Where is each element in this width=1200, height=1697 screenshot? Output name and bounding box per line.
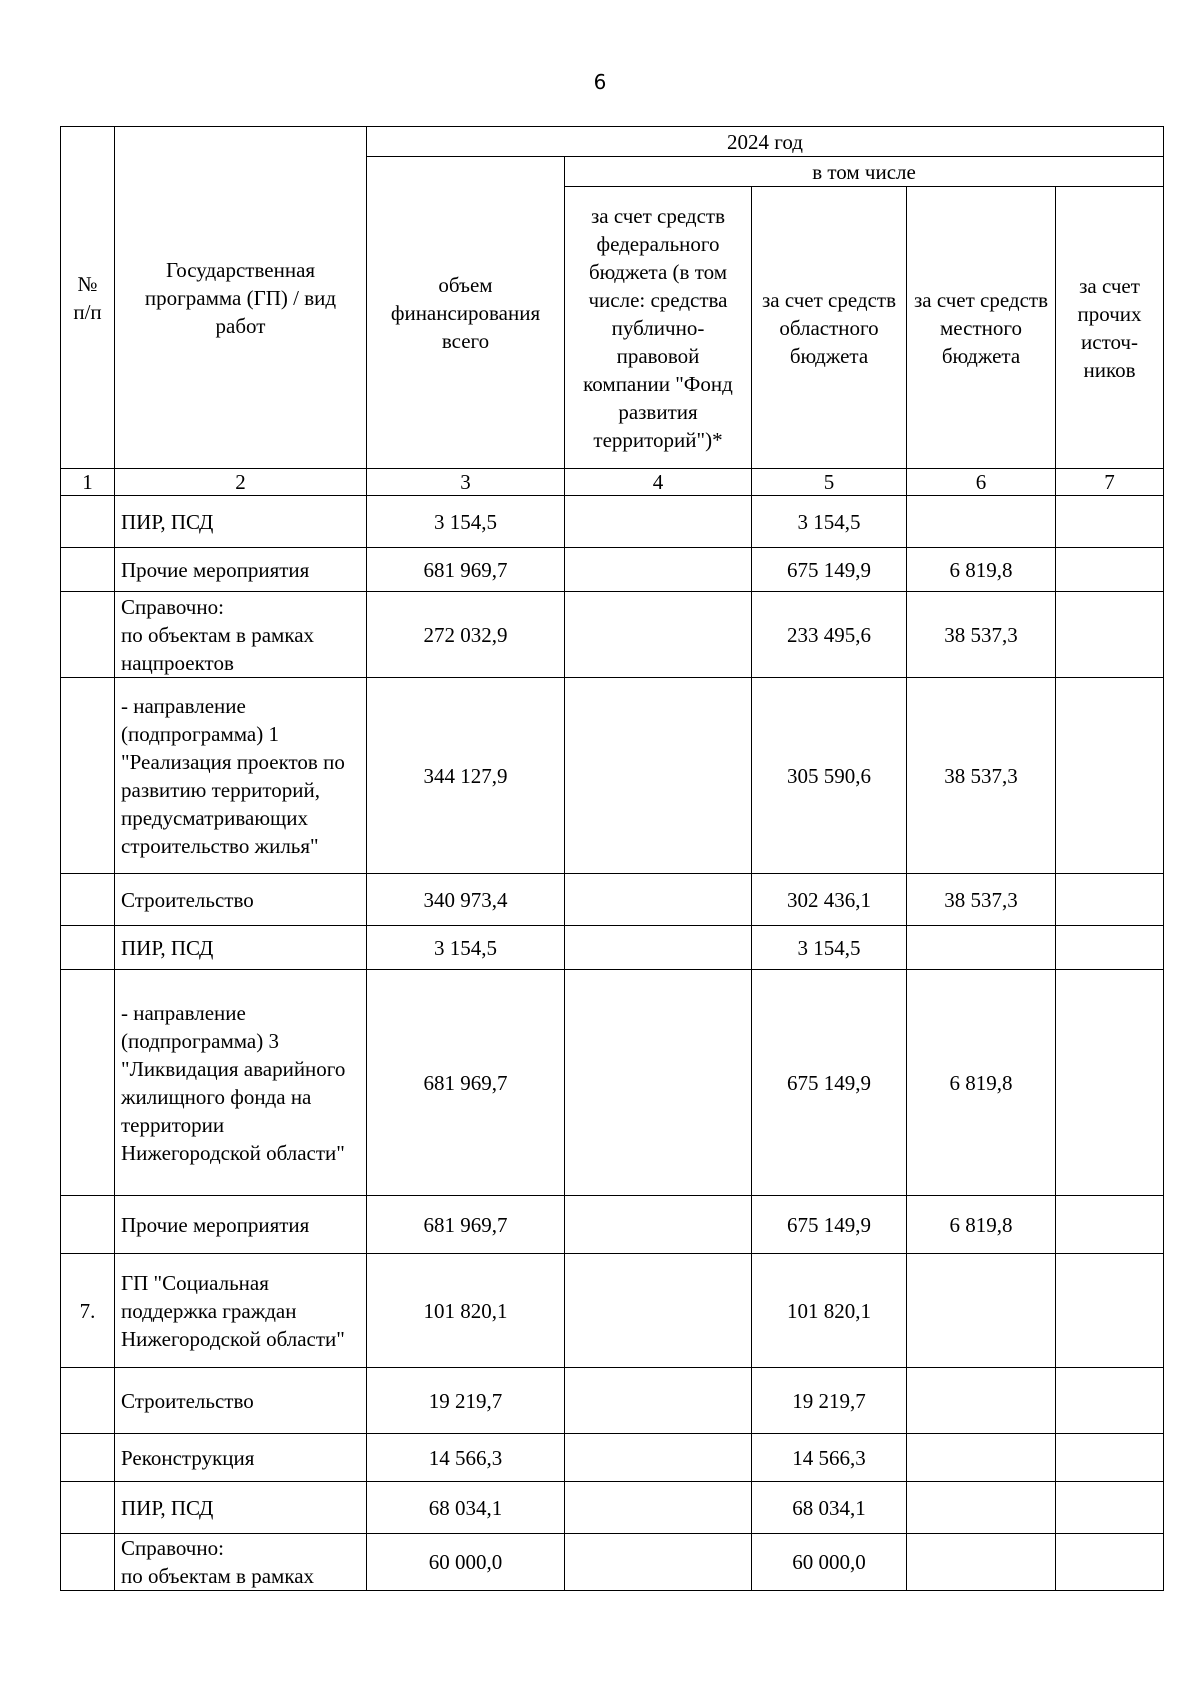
row-federal: [565, 1534, 752, 1591]
row-local: 6 819,8: [907, 1196, 1056, 1254]
row-regional: 305 590,6: [752, 678, 907, 874]
row-other: [1056, 1196, 1164, 1254]
row-total: 19 219,7: [367, 1368, 565, 1434]
row-regional: 3 154,5: [752, 926, 907, 970]
row-regional: 14 566,3: [752, 1434, 907, 1482]
row-total: 681 969,7: [367, 548, 565, 592]
row-regional: 675 149,9: [752, 1196, 907, 1254]
row-other: [1056, 678, 1164, 874]
row-number: [61, 1368, 115, 1434]
row-federal: [565, 874, 752, 926]
row-federal: [565, 1254, 752, 1368]
row-number: [61, 874, 115, 926]
row-number: [61, 1434, 115, 1482]
row-total: 681 969,7: [367, 1196, 565, 1254]
row-other: [1056, 874, 1164, 926]
row-name: - направление (подпрограмма) 3 "Ликвидация аварийного жилищного фонда на территории Нижегородской области": [115, 970, 367, 1196]
row-name: Строительство: [115, 1368, 367, 1434]
row-number: [61, 1196, 115, 1254]
row-regional: 101 820,1: [752, 1254, 907, 1368]
row-name: Прочие мероприятия: [115, 1196, 367, 1254]
table-row: [61, 970, 1164, 1196]
row-number: [61, 1534, 115, 1591]
row-total: 3 154,5: [367, 496, 565, 548]
table-row: [61, 874, 1164, 926]
row-regional: 19 219,7: [752, 1368, 907, 1434]
column-number: 4: [565, 469, 752, 496]
header-year: 2024 год: [367, 127, 1164, 157]
row-federal: [565, 592, 752, 678]
row-local: 38 537,3: [907, 874, 1056, 926]
row-other: [1056, 592, 1164, 678]
row-federal: [565, 496, 752, 548]
page-number: 6: [593, 70, 607, 94]
row-federal: [565, 926, 752, 970]
row-other: [1056, 1368, 1164, 1434]
table-row: [61, 1368, 1164, 1434]
table-row: [61, 1534, 1164, 1591]
row-regional: 3 154,5: [752, 496, 907, 548]
row-other: [1056, 1434, 1164, 1482]
row-name: ГП "Социальная поддержка граждан Нижегородской области": [115, 1254, 367, 1368]
column-number-row: [61, 469, 1164, 496]
row-federal: [565, 1434, 752, 1482]
row-name: Справочно: по объектам в рамках: [115, 1534, 367, 1591]
row-federal: [565, 1196, 752, 1254]
row-number: 7.: [61, 1254, 115, 1368]
column-number: 2: [115, 469, 367, 496]
header-col-num: № п/п: [61, 127, 115, 469]
table-row: [61, 496, 1164, 548]
table-row: [61, 1434, 1164, 1482]
row-local: [907, 496, 1056, 548]
row-federal: [565, 678, 752, 874]
table-row: [61, 548, 1164, 592]
row-other: [1056, 548, 1164, 592]
row-other: [1056, 1254, 1164, 1368]
row-name: ПИР, ПСД: [115, 496, 367, 548]
row-local: 6 819,8: [907, 970, 1056, 1196]
row-local: [907, 1254, 1056, 1368]
header-col-regional: за счет средств областного бюджета: [752, 187, 907, 469]
row-local: [907, 1368, 1056, 1434]
row-number: [61, 1482, 115, 1534]
row-name: Строительство: [115, 874, 367, 926]
table-row: [61, 592, 1164, 678]
row-local: [907, 1482, 1056, 1534]
header-col-local: за счет средств местного бюджета: [907, 187, 1056, 469]
row-federal: [565, 548, 752, 592]
row-local: 6 819,8: [907, 548, 1056, 592]
row-other: [1056, 926, 1164, 970]
table-row: [61, 1196, 1164, 1254]
header-col-total: объем финансирования всего: [367, 157, 565, 469]
row-total: 60 000,0: [367, 1534, 565, 1591]
table-row: [61, 926, 1164, 970]
row-local: [907, 1534, 1056, 1591]
row-number: [61, 926, 115, 970]
row-federal: [565, 1482, 752, 1534]
row-regional: 302 436,1: [752, 874, 907, 926]
row-local: 38 537,3: [907, 678, 1056, 874]
row-total: 101 820,1: [367, 1254, 565, 1368]
column-number: 1: [61, 469, 115, 496]
column-number: 6: [907, 469, 1056, 496]
row-name: - направление (подпрограмма) 1 "Реализация проектов по развитию территорий, предусматривающих строительство жилья": [115, 678, 367, 874]
row-local: [907, 926, 1056, 970]
row-federal: [565, 970, 752, 1196]
row-total: 344 127,9: [367, 678, 565, 874]
row-name: Реконструкция: [115, 1434, 367, 1482]
row-local: 38 537,3: [907, 592, 1056, 678]
row-other: [1056, 496, 1164, 548]
row-total: 3 154,5: [367, 926, 565, 970]
row-regional: 675 149,9: [752, 970, 907, 1196]
column-number: 7: [1056, 469, 1164, 496]
row-total: 681 969,7: [367, 970, 565, 1196]
table-row: [61, 678, 1164, 874]
column-number: 3: [367, 469, 565, 496]
row-number: [61, 548, 115, 592]
row-local: [907, 1434, 1056, 1482]
row-name: Прочие мероприятия: [115, 548, 367, 592]
table-row: [61, 1482, 1164, 1534]
table-row: [61, 1254, 1164, 1368]
row-total: 272 032,9: [367, 592, 565, 678]
row-federal: [565, 1368, 752, 1434]
row-regional: 60 000,0: [752, 1534, 907, 1591]
row-number: [61, 970, 115, 1196]
row-other: [1056, 970, 1164, 1196]
row-other: [1056, 1482, 1164, 1534]
row-name: ПИР, ПСД: [115, 926, 367, 970]
row-number: [61, 496, 115, 548]
row-name: ПИР, ПСД: [115, 1482, 367, 1534]
row-number: [61, 592, 115, 678]
row-total: 340 973,4: [367, 874, 565, 926]
budget-table: [60, 126, 1164, 1591]
row-other: [1056, 1534, 1164, 1591]
row-number: [61, 678, 115, 874]
row-total: 68 034,1: [367, 1482, 565, 1534]
column-number: 5: [752, 469, 907, 496]
row-regional: 233 495,6: [752, 592, 907, 678]
row-name: Справочно: по объектам в рамках нацпроектов: [115, 592, 367, 678]
header-col-other: за счет прочих источ-ников: [1056, 187, 1164, 469]
row-regional: 675 149,9: [752, 548, 907, 592]
header-including: в том числе: [565, 157, 1164, 187]
header-col-program: Государственная программа (ГП) / вид работ: [115, 127, 367, 469]
row-regional: 68 034,1: [752, 1482, 907, 1534]
row-total: 14 566,3: [367, 1434, 565, 1482]
header-col-federal: за счет средств федерального бюджета (в том числе: средства публично-правовой компании "Фонд развития территорий")*: [565, 187, 752, 469]
